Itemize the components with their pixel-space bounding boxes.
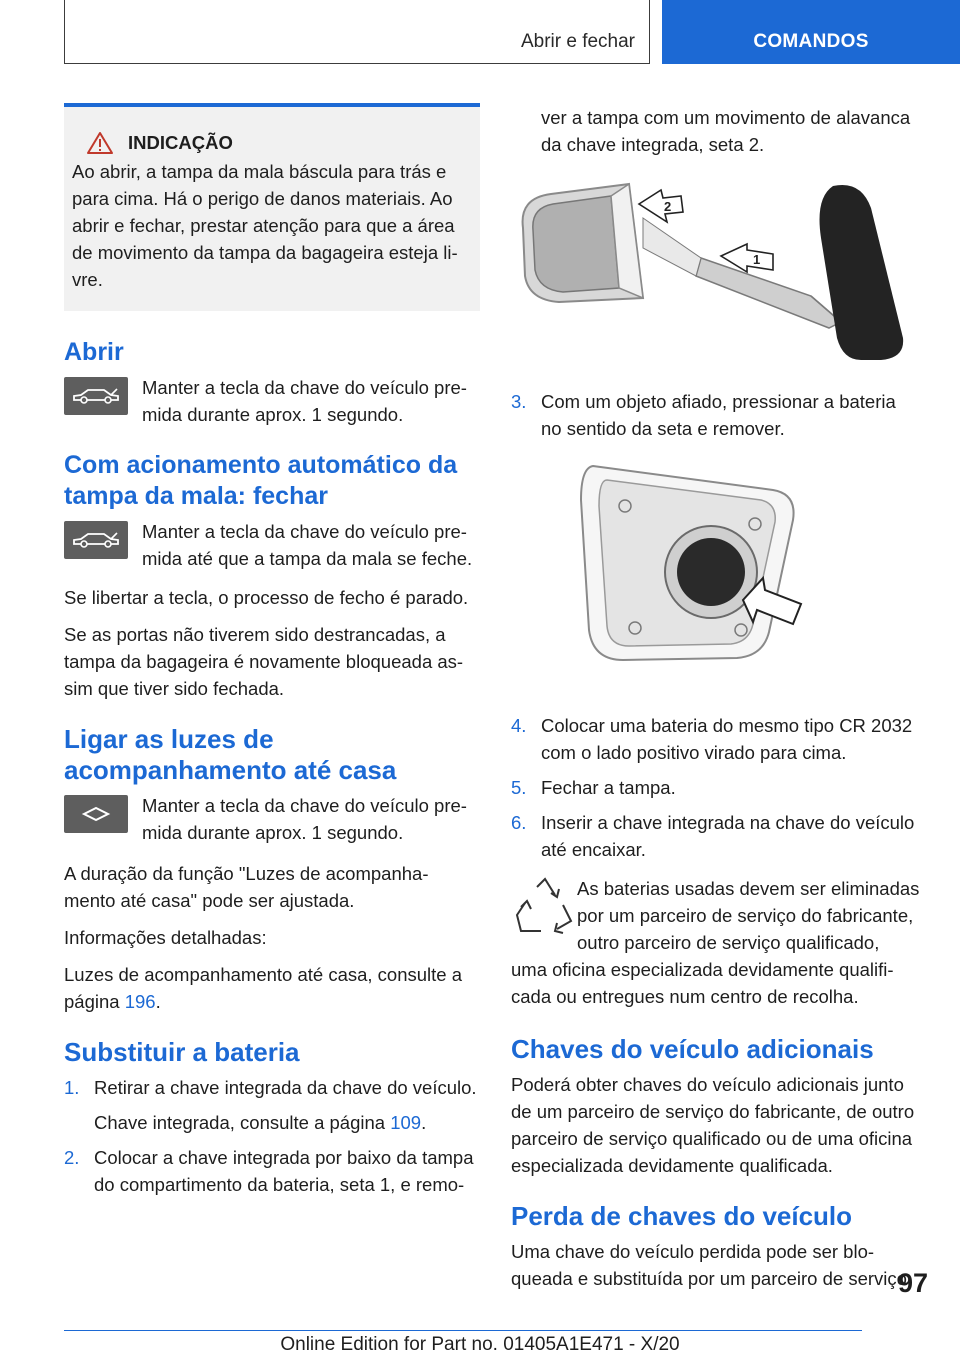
step-text: Retirar a chave integrada da chave do veículo.: [94, 1077, 477, 1098]
key-text-line: mida durante aprox. 1 segundo.: [142, 822, 404, 843]
key-text-line: Manter a tecla da chave do veículo pre-: [142, 795, 467, 816]
text-line: com o lado positivo virado para cima.: [541, 742, 847, 763]
step-number: 5.: [511, 777, 527, 798]
step-item: [511, 712, 929, 766]
recycle-icon: [511, 875, 577, 945]
key-blade-illustration: [511, 178, 929, 366]
text-line: de um parceiro de serviço do fabricante, de outro: [511, 1101, 915, 1122]
text-line: parceiro de serviço qualificado ou de uma oficina: [511, 1128, 913, 1149]
step-number: 6.: [511, 812, 527, 833]
heading-bateria: Substituir a bateria: [64, 1037, 300, 1067]
notice-box: [64, 103, 480, 311]
right-column: [511, 104, 929, 1302]
text-line: tampa da bagageira é novamente bloqueada as-: [64, 651, 464, 672]
text-line: Se as portas não tiverem sido destrancadas, a: [64, 624, 446, 645]
paragraph: [64, 961, 480, 1015]
key-instruction-fechar: [64, 518, 480, 572]
header-frame: [64, 0, 650, 64]
paragraph: [511, 956, 929, 1010]
key-instruction-luzes: [64, 792, 480, 846]
home-light-key-icon: [64, 795, 128, 833]
figure-battery-compartment: [511, 460, 929, 690]
paragraph: [511, 1071, 929, 1179]
step-item: [64, 1074, 480, 1101]
arrow-label: 1: [753, 252, 761, 267]
paragraph: Informações detalhadas:: [64, 927, 267, 948]
key-text-line: Manter a tecla da chave do veículo pre-: [142, 521, 467, 542]
recycling-note: [511, 875, 929, 956]
page-link-109[interactable]: 109: [390, 1112, 422, 1133]
text-line: uma oficina especializada devidamente qualifi-: [511, 959, 894, 980]
arrow-label: 2: [664, 199, 672, 214]
text-line: sim que tiver sido fechada.: [64, 678, 285, 699]
heading-line: tampa da mala: fechar: [64, 482, 328, 510]
text-line: cada ou entregues num centro de recolha.: [511, 986, 859, 1007]
text: Chave integrada, consulte a página: [94, 1112, 391, 1133]
step-number: 3.: [511, 391, 527, 412]
page-number: 97: [897, 1268, 928, 1298]
key-text-line: mida durante aprox. 1 segundo.: [142, 404, 404, 425]
heading-luzes: [64, 724, 480, 786]
text-line: especializada devidamente qualificada.: [511, 1155, 833, 1176]
heading-line: acompanhamento até casa: [64, 755, 397, 785]
notice-title-text: INDICAÇÃO: [128, 132, 233, 153]
text-line: Poderá obter chaves do veículo adicionais junto: [511, 1074, 904, 1095]
notice-line: para cima. Há o perigo de danos materiais. Ao: [72, 188, 453, 209]
step-continuation: [511, 104, 929, 158]
left-column: [64, 103, 480, 1206]
heading-adicionais: Chaves do veículo adicionais: [511, 1034, 874, 1064]
text-line: Uma chave do veículo perdida pode ser blo-: [511, 1241, 875, 1262]
heading-abrir: Abrir: [64, 338, 124, 366]
step-text: Fechar a tampa.: [541, 777, 676, 798]
step-item: [511, 774, 929, 801]
text-line: Luzes de acompanhamento até casa, consulte a: [64, 964, 463, 985]
text-line: do compartimento da bateria, seta 1, e remo-: [94, 1174, 465, 1195]
step-text: [541, 388, 929, 442]
battery-compartment-illustration: [511, 460, 929, 690]
notice-line: vre.: [72, 269, 103, 290]
step-number: 4.: [511, 715, 527, 736]
text-line: queada e substituída por um parceiro de serviço: [511, 1268, 907, 1289]
step-text: [94, 1144, 480, 1198]
figure-key-blade: [511, 178, 929, 366]
text-line: A duração da função "Luzes de acompanha-: [64, 863, 429, 884]
text-line: Colocar uma bateria do mesmo tipo CR 2032: [541, 715, 913, 736]
paragraph: [64, 621, 480, 702]
step-text: [541, 712, 929, 766]
trunk-key-icon: [64, 377, 128, 415]
text-line: ver a tampa com um movimento de alavanca: [541, 107, 911, 128]
punctuation: .: [421, 1112, 427, 1133]
text-line: As baterias usadas devem ser eliminadas: [577, 878, 920, 899]
arrow-2-icon: [639, 190, 683, 222]
page-link-196[interactable]: 196: [124, 991, 156, 1012]
notice-line: abrir e fechar, prestar atenção para que a área: [72, 215, 455, 236]
warning-icon: [86, 131, 114, 155]
text-line: mento até casa" pode ser ajustada.: [64, 890, 355, 911]
notice-line: de movimento da tampa da bagageira esteja li-: [72, 242, 458, 263]
text-line: da chave integrada, seta 2.: [541, 134, 765, 155]
key-instruction-abrir: [64, 374, 480, 428]
step-subline: [64, 1109, 480, 1136]
trunk-key-icon: [64, 521, 128, 559]
step-item: [511, 809, 929, 863]
step-number: 2.: [64, 1147, 80, 1168]
text-line: página: [64, 991, 125, 1012]
recycle-text: [577, 875, 929, 956]
footer-edition: Online Edition for Part no. 01405A1E471 - X/20: [280, 1334, 680, 1355]
text-line: outro parceiro de serviço qualificado,: [577, 932, 880, 953]
notice-line: Ao abrir, a tampa da mala báscula para trás e: [72, 161, 447, 182]
paragraph: [511, 1238, 929, 1292]
step-item: [511, 388, 929, 442]
text-line: até encaixar.: [541, 839, 646, 860]
chapter-tab[interactable]: COMANDOS: [662, 0, 960, 64]
section-title: Abrir e fechar: [520, 31, 635, 52]
notice-text: [72, 158, 472, 293]
text-line: Com um objeto afiado, pressionar a bateria: [541, 391, 896, 412]
step-text: [541, 809, 929, 863]
text-line: por um parceiro de serviço do fabricante,: [577, 905, 914, 926]
step-number: 1.: [64, 1077, 80, 1098]
paragraph: Se libertar a tecla, o processo de fecho é parado.: [64, 587, 469, 608]
key-text-line: mida até que a tampa da mala se feche.: [142, 548, 473, 569]
heading-fechar: [64, 450, 480, 512]
text-line: Inserir a chave integrada na chave do veículo: [541, 812, 915, 833]
paragraph: [64, 860, 480, 914]
notice-title: [72, 129, 472, 156]
key-text-line: Manter a tecla da chave do veículo pre-: [142, 377, 467, 398]
heading-perda: Perda de chaves do veículo: [511, 1201, 853, 1231]
punctuation: .: [155, 991, 161, 1012]
step-item: [64, 1144, 480, 1198]
text-line: Colocar a chave integrada por baixo da tampa: [94, 1147, 474, 1168]
text-line: no sentido da seta e remover.: [541, 418, 785, 439]
heading-line: Ligar as luzes de: [64, 724, 274, 754]
heading-line: Com acionamento automático da: [64, 451, 458, 479]
footer: [0, 1331, 960, 1358]
